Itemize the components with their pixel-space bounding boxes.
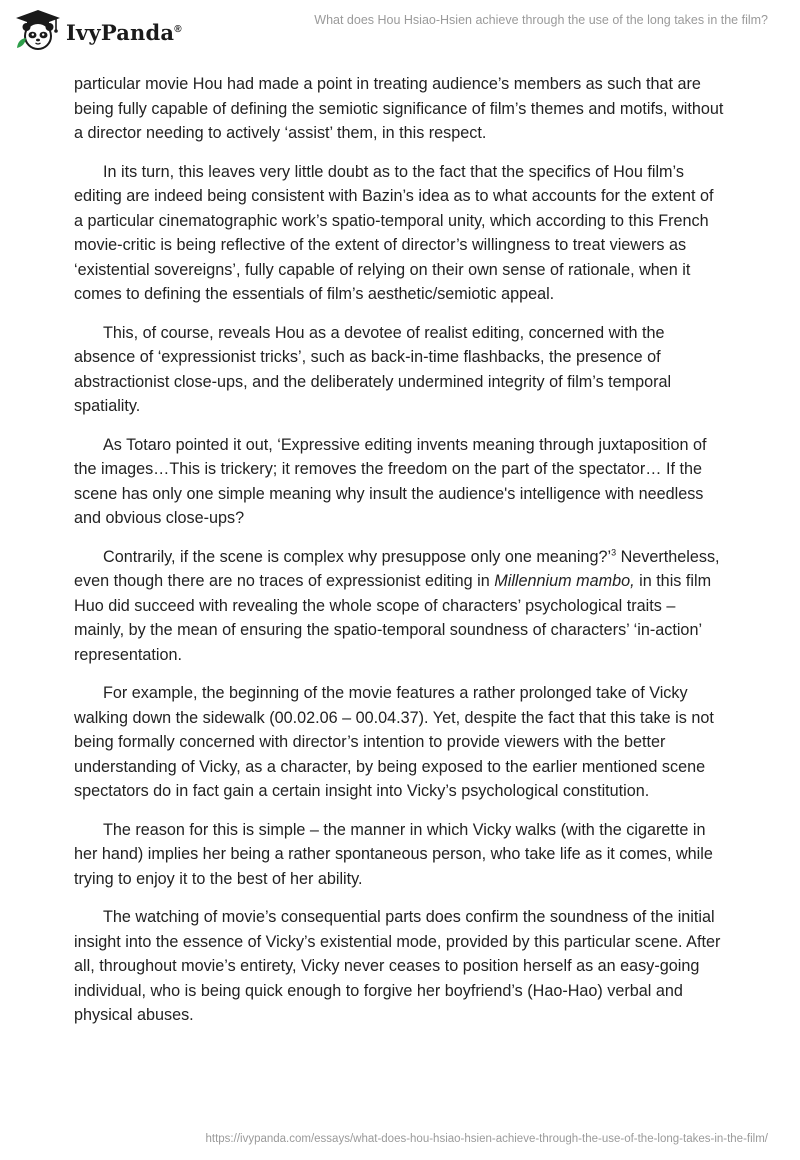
footnote-marker[interactable]: 3 — [611, 547, 617, 558]
ivypanda-logo[interactable] — [14, 8, 182, 52]
paragraph: For example, the beginning of the movie features a rather prolonged take of Vicky walking down the sidewalk (00.02.06 – 00.04.37). Yet, despite the fact that this take is not being formally concerned with director’s intention to provide viewers with the better understanding of Vicky, as a character, by being exposed to the earlier mentioned scene spectators do in fact gain a certain insight into Vicky’s psychological constitution. — [74, 684, 714, 800]
essay-body — [74, 72, 726, 1042]
film-title: Millennium mambo, — [494, 572, 635, 590]
panda-graduate-icon — [14, 8, 62, 52]
paragraph: This, of course, reveals Hou as a devotee of realist editing, concerned with the absence of ‘expressionist tricks’, such as back-in-time flashbacks, the presence of abstractionist close-ups, and the deliberately undermined integrity of film’s temporal spatiality. — [74, 323, 672, 415]
paragraph-text: Nevertheless, even though there are no traces of expressionist editing in — [74, 547, 720, 590]
document-title: What does Hou Hsiao-Hsien achieve through the use of the long takes in the film? — [314, 13, 768, 27]
paragraph-text: in this film Huo did succeed with revealing the whole scope of characters’ psychological traits – mainly, by the mean of ensuring the spatio-temporal soundness of characters’ ‘in-action’ representation. — [74, 572, 712, 664]
paragraph — [74, 545, 726, 668]
paragraph: In its turn, this leaves very little doubt as to the fact that the specifics of Hou film’s editing are indeed being consistent with Bazin’s idea as to what accounts for the extent of a particular cinematographic work’s spatio-temporal unity, which according to this French movie-critic is being reflective of the extent of director’s willingness to treat viewers as ‘existential sovereigns’, fully capable of relying on their own sense of rationale, when it comes to defining the essentials of film’s aesthetic/semiotic appeal. — [74, 162, 714, 303]
logo-wordmark: IvyPanda® — [66, 19, 182, 45]
paragraph: As Totaro pointed it out, ‘Expressive editing invents meaning through juxtaposition of the images…This is trickery; it removes the freedom on the part of the spectator… If the scene has only one simple meaning why insult the audience's intelligence with needless and obvious close-ups? — [74, 435, 707, 527]
paragraph-text: Contrarily, if the scene is complex why presuppose only one meaning?’ — [103, 547, 612, 566]
source-url[interactable]: https://ivypanda.com/essays/what-does-hou-hsiao-hsien-achieve-through-the-use-of-the-long-takes-in-the-film/ — [205, 1133, 768, 1145]
page-header — [0, 0, 800, 60]
paragraph: particular movie Hou had made a point in treating audience’s members as such that are being fully capable of defining the semiotic significance of film’s themes and motifs, without a director needing to actively ‘assist’ them, in this respect. — [74, 75, 724, 142]
paragraph: The watching of movie’s consequential parts does confirm the soundness of the initial insight into the essence of Vicky’s existential mode, provided by this particular scene. After all, throughout movie’s entirety, Vicky never ceases to position herself as an easy-going individual, who is being quick enough to forgive her boyfriend’s (Hao-Hao) verbal and physical abuses. — [74, 908, 721, 1024]
paragraph: The reason for this is simple – the manner in which Vicky walks (with the cigarette in her hand) implies her being a rather spontaneous person, who take life as it comes, while trying to enjoy it to the best of her ability. — [74, 820, 713, 888]
